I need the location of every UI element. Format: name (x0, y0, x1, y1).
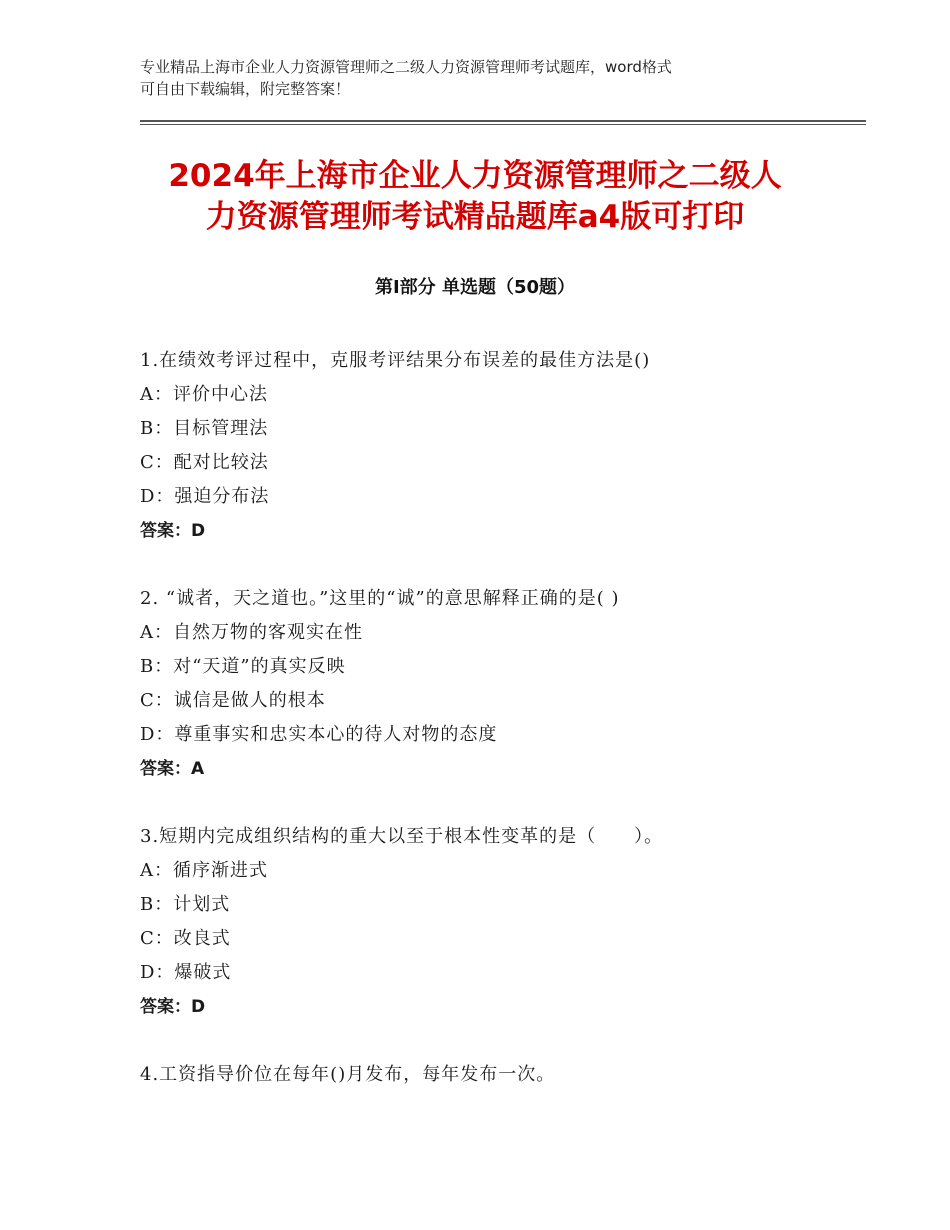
question-stem: 3.短期内完成组织结构的重大以至于根本性变革的是（ ）。 (140, 826, 664, 847)
question-item (140, 344, 860, 548)
option-c: C：配对比较法 (140, 452, 269, 473)
option-b: B：对“天道”的真实反映 (140, 656, 346, 677)
option-a: A：循序渐进式 (140, 860, 268, 881)
answer-key: 答案：D (140, 521, 206, 541)
option-a: A：评价中心法 (140, 384, 268, 405)
document-title (100, 156, 850, 238)
header-note (140, 56, 820, 100)
answer-key: 答案：D (140, 997, 206, 1017)
option-c: C：改良式 (140, 928, 231, 949)
header-divider (140, 120, 866, 125)
header-note-line-1: 专业精品上海市企业人力资源管理师之二级人力资源管理师考试题库，word格式 (140, 58, 672, 76)
option-d: D：强迫分布法 (140, 486, 270, 507)
answer-key: 答案：A (140, 759, 205, 779)
option-d: D：尊重事实和忠实本心的待人对物的态度 (140, 724, 498, 745)
option-c: C：诚信是做人的根本 (140, 690, 326, 711)
question-stem: 2. “诚者，天之道也。”这里的“诚”的意思解释正确的是( ) (140, 588, 620, 609)
question-item (140, 582, 860, 786)
document-title-line-1: 2024年上海市企业人力资源管理师之二级人 (168, 158, 782, 194)
option-b: B：计划式 (140, 894, 231, 915)
question-list (140, 344, 860, 1126)
question-item (140, 1058, 860, 1092)
option-d: D：爆破式 (140, 962, 232, 983)
section-heading: 第Ⅰ部分 单选题（50题） (374, 277, 575, 298)
question-stem: 1.在绩效考评过程中，克服考评结果分布误差的最佳方法是() (140, 350, 651, 371)
document-title-line-2: 力资源管理师考试精品题库a4版可打印 (205, 199, 745, 235)
header-note-line-2: 可自由下载编辑，附完整答案！ (140, 80, 351, 98)
question-item (140, 820, 860, 1024)
option-a: A：自然万物的客观实在性 (140, 622, 363, 643)
option-b: B：目标管理法 (140, 418, 269, 439)
question-stem: 4.工资指导价位在每年()月发布，每年发布一次。 (140, 1064, 556, 1085)
